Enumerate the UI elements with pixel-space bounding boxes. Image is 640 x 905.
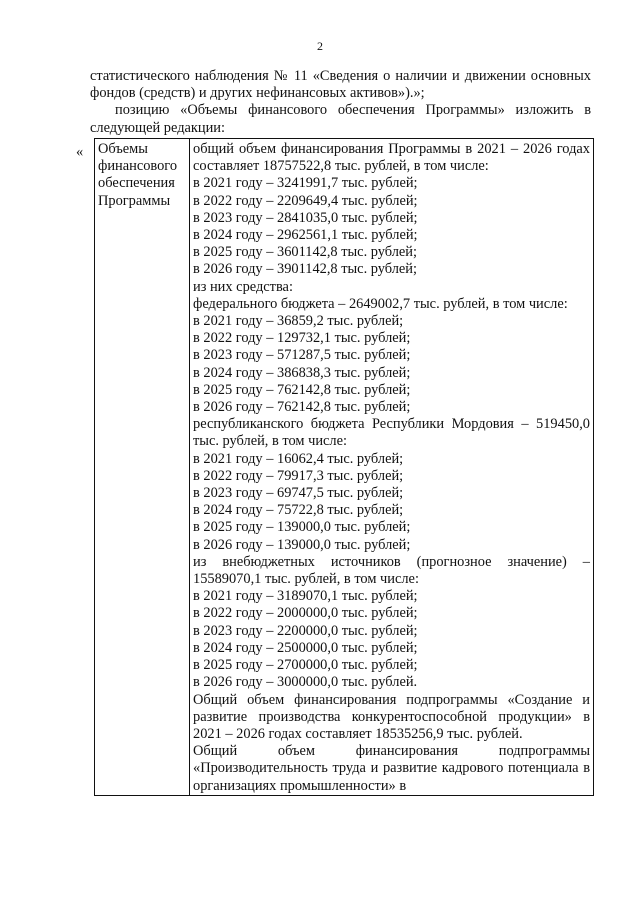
funding-line: в 2026 году – 3000000,0 тыс. рублей.: [193, 674, 418, 691]
funding-line: в 2024 году – 75722,8 тыс. рублей;: [193, 502, 404, 519]
funding-line: в 2026 году – 139000,0 тыс. рублей;: [193, 536, 411, 553]
funding-line: в 2021 году – 36859,2 тыс. рублей;: [193, 313, 404, 330]
funding-line: в 2024 году – 2962561,1 тыс. рублей;: [193, 227, 418, 244]
funding-line: в 2025 году – 762142,8 тыс. рублей;: [193, 381, 411, 398]
page-number: 2: [317, 39, 323, 53]
funding-line: Общий объем финансирования подпрограммы «Производительность труда и развитие кадрового потенциала в организациях промышленности» в: [193, 743, 590, 794]
funding-line: в 2021 году – 3241991,7 тыс. рублей;: [193, 175, 418, 192]
funding-line: общий объем финансирования Программы в 2021 – 2026 годах составляет 18757522,8 тыс. рублей, в том числе:: [193, 141, 590, 175]
funding-line: в 2025 году – 139000,0 тыс. рублей;: [193, 519, 411, 536]
opening-quote-mark: «: [76, 144, 84, 160]
funding-line: в 2026 году – 3901142,8 тыс. рублей;: [193, 261, 418, 278]
funding-text-cell: [190, 139, 594, 796]
funding-label-cell: Объемы финансового обеспечения Программы: [95, 139, 190, 796]
intro-paragraph-2: позицию «Объемы финансового обеспечения Программы» изложить в следующей редакции:: [90, 102, 591, 136]
funding-line: в 2024 году – 386838,3 тыс. рублей;: [193, 364, 411, 381]
funding-line: федерального бюджета – 2649002,7 тыс. рублей, в том числе:: [193, 295, 568, 312]
funding-line: Общий объем финансирования подпрограммы «Создание и развитие производства конкурентоспособной продукции» в 2021 – 2026 годах составляет 18535256,9 тыс. рублей.: [193, 691, 590, 742]
funding-line: в 2026 году – 762142,8 тыс. рублей;: [193, 399, 411, 416]
funding-line: в 2023 году – 69747,5 тыс. рублей;: [193, 485, 404, 502]
funding-line: в 2022 году – 129732,1 тыс. рублей;: [193, 330, 411, 347]
funding-line: республиканского бюджета Республики Мордовия – 519450,0 тыс. рублей, в том числе:: [193, 416, 590, 450]
funding-line: в 2024 году – 2500000,0 тыс. рублей;: [193, 639, 418, 656]
intro-text: [90, 68, 591, 137]
funding-line: в 2025 году – 2700000,0 тыс. рублей;: [193, 657, 418, 674]
funding-line: в 2023 году – 2200000,0 тыс. рублей;: [193, 622, 418, 639]
intro-paragraph-1: статистического наблюдения № 11 «Сведения о наличии и движении основных фондов (средств) и других нефинансовых активов»).»;: [90, 68, 591, 102]
funding-line: в 2021 году – 3189070,1 тыс. рублей;: [193, 588, 418, 605]
funding-table: [94, 138, 594, 796]
funding-table-row: [95, 139, 594, 796]
funding-line: в 2025 году – 3601142,8 тыс. рублей;: [193, 244, 418, 261]
funding-line: в 2023 году – 2841035,0 тыс. рублей;: [193, 209, 418, 226]
funding-line: в 2022 году – 79917,3 тыс. рублей;: [193, 467, 404, 484]
funding-line: в 2021 году – 16062,4 тыс. рублей;: [193, 450, 404, 467]
funding-line: из внебюджетных источников (прогнозное значение) – 15589070,1 тыс. рублей, в том числе:: [193, 553, 590, 588]
funding-line: в 2023 году – 571287,5 тыс. рублей;: [193, 347, 411, 364]
funding-line: в 2022 году – 2000000,0 тыс. рублей;: [193, 605, 418, 622]
funding-line: из них средства:: [193, 278, 293, 295]
funding-line: в 2022 году – 2209649,4 тыс. рублей;: [193, 192, 418, 209]
